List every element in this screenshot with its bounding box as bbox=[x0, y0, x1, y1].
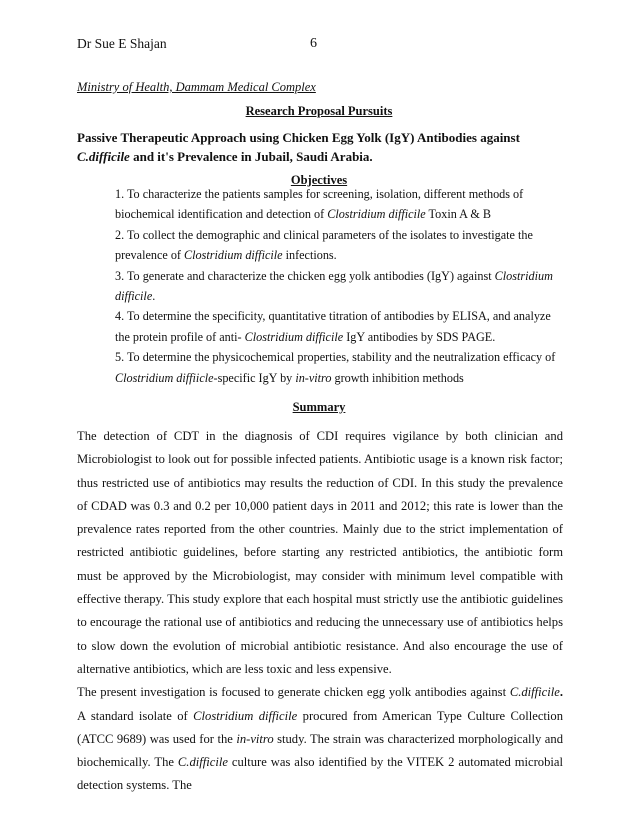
page-number: 6 bbox=[310, 36, 317, 51]
document-title bbox=[77, 128, 567, 166]
objectives-list bbox=[115, 184, 565, 388]
heading-summary: Summary bbox=[292, 400, 346, 414]
title-text-end: and it's Prevalence in Jubail, Saudi Arabia. bbox=[129, 149, 373, 164]
title-text: Passive Therapeutic Approach using Chicken Egg Yolk (IgY) Antibodies against bbox=[77, 130, 520, 145]
objective-item: 3. To generate and characterize the chicken egg yolk antibodies (IgY) against Clostridium difficile. bbox=[115, 268, 553, 304]
summary-paragraph-2: The present investigation is focused to generate chicken egg yolk antibodies against C.difficile. A standard isolate of Clostridium difficile procured from American Type Culture Collection (ATCC 9689) was used for the in-vitro study. The strain was characterized morphologically and biochemically. The C.difficile culture was also identified by the VITEK 2 automated microbial detection systems. The bbox=[77, 685, 563, 793]
objective-item: 5. To determine the physicochemical properties, stability and the neutralization efficacy of Clostridium diffiicle-specific IgY by in-vitro growth inhibition methods bbox=[115, 350, 556, 385]
heading-research-pursuits: Research Proposal Pursuits bbox=[245, 104, 393, 118]
objective-item: 4. To determine the specificity, quantitative titration of antibodies by ELISA, and analyze the protein profile of anti- Clostridium difficile IgY antibodies by SDS PAGE. bbox=[115, 309, 551, 344]
summary-body bbox=[77, 425, 563, 798]
institution-name: Ministry of Health, Dammam Medical Complex bbox=[77, 80, 316, 94]
summary-paragraph-1: The detection of CDT in the diagnosis of CDI requires vigilance by both clinician and Microbiologist to look out for possible infected patients. Antibiotic usage is a known risk factor; thus restricted use of antibiotics may results the reduction of CDI. In this study the prevalence of CDAD was 0.3 and 0.2 per 10,000 patient days in 2011 and 2012; this rate is lower than the prevalence rates reported from the other countries. Mainly due to the strict implementation of restricted antibiotic guidelines, before starting any restricted antibiotics, the antibiotic form must be approved by the Microbiologist, may consider with minimum level compatible with effective therapy. This study explore that each hospital must strictly use the antibiotic guidelines to encourage the rational use of antibiotics and reducing the unnecessary use of antibiotics helps to slow down the evolution of microbial antibiotic resistance. And also encourage the use of alternative antibiotics, which are less toxic and less expensive. bbox=[77, 429, 563, 676]
objective-item: 2. To collect the demographic and clinical parameters of the isolates to investigate the prevalence of Clostridium difficile infections. bbox=[115, 227, 533, 263]
header-author: Dr Sue E Shajan bbox=[77, 36, 167, 51]
heading-objectives: Objectives bbox=[290, 173, 348, 187]
title-organism: C.difficile bbox=[77, 149, 130, 164]
objective-item: 1. To characterize the patients samples for screening, isolation, different methods of biochemical identification and detection of Clostridium difficile Toxin A & B bbox=[115, 187, 524, 222]
